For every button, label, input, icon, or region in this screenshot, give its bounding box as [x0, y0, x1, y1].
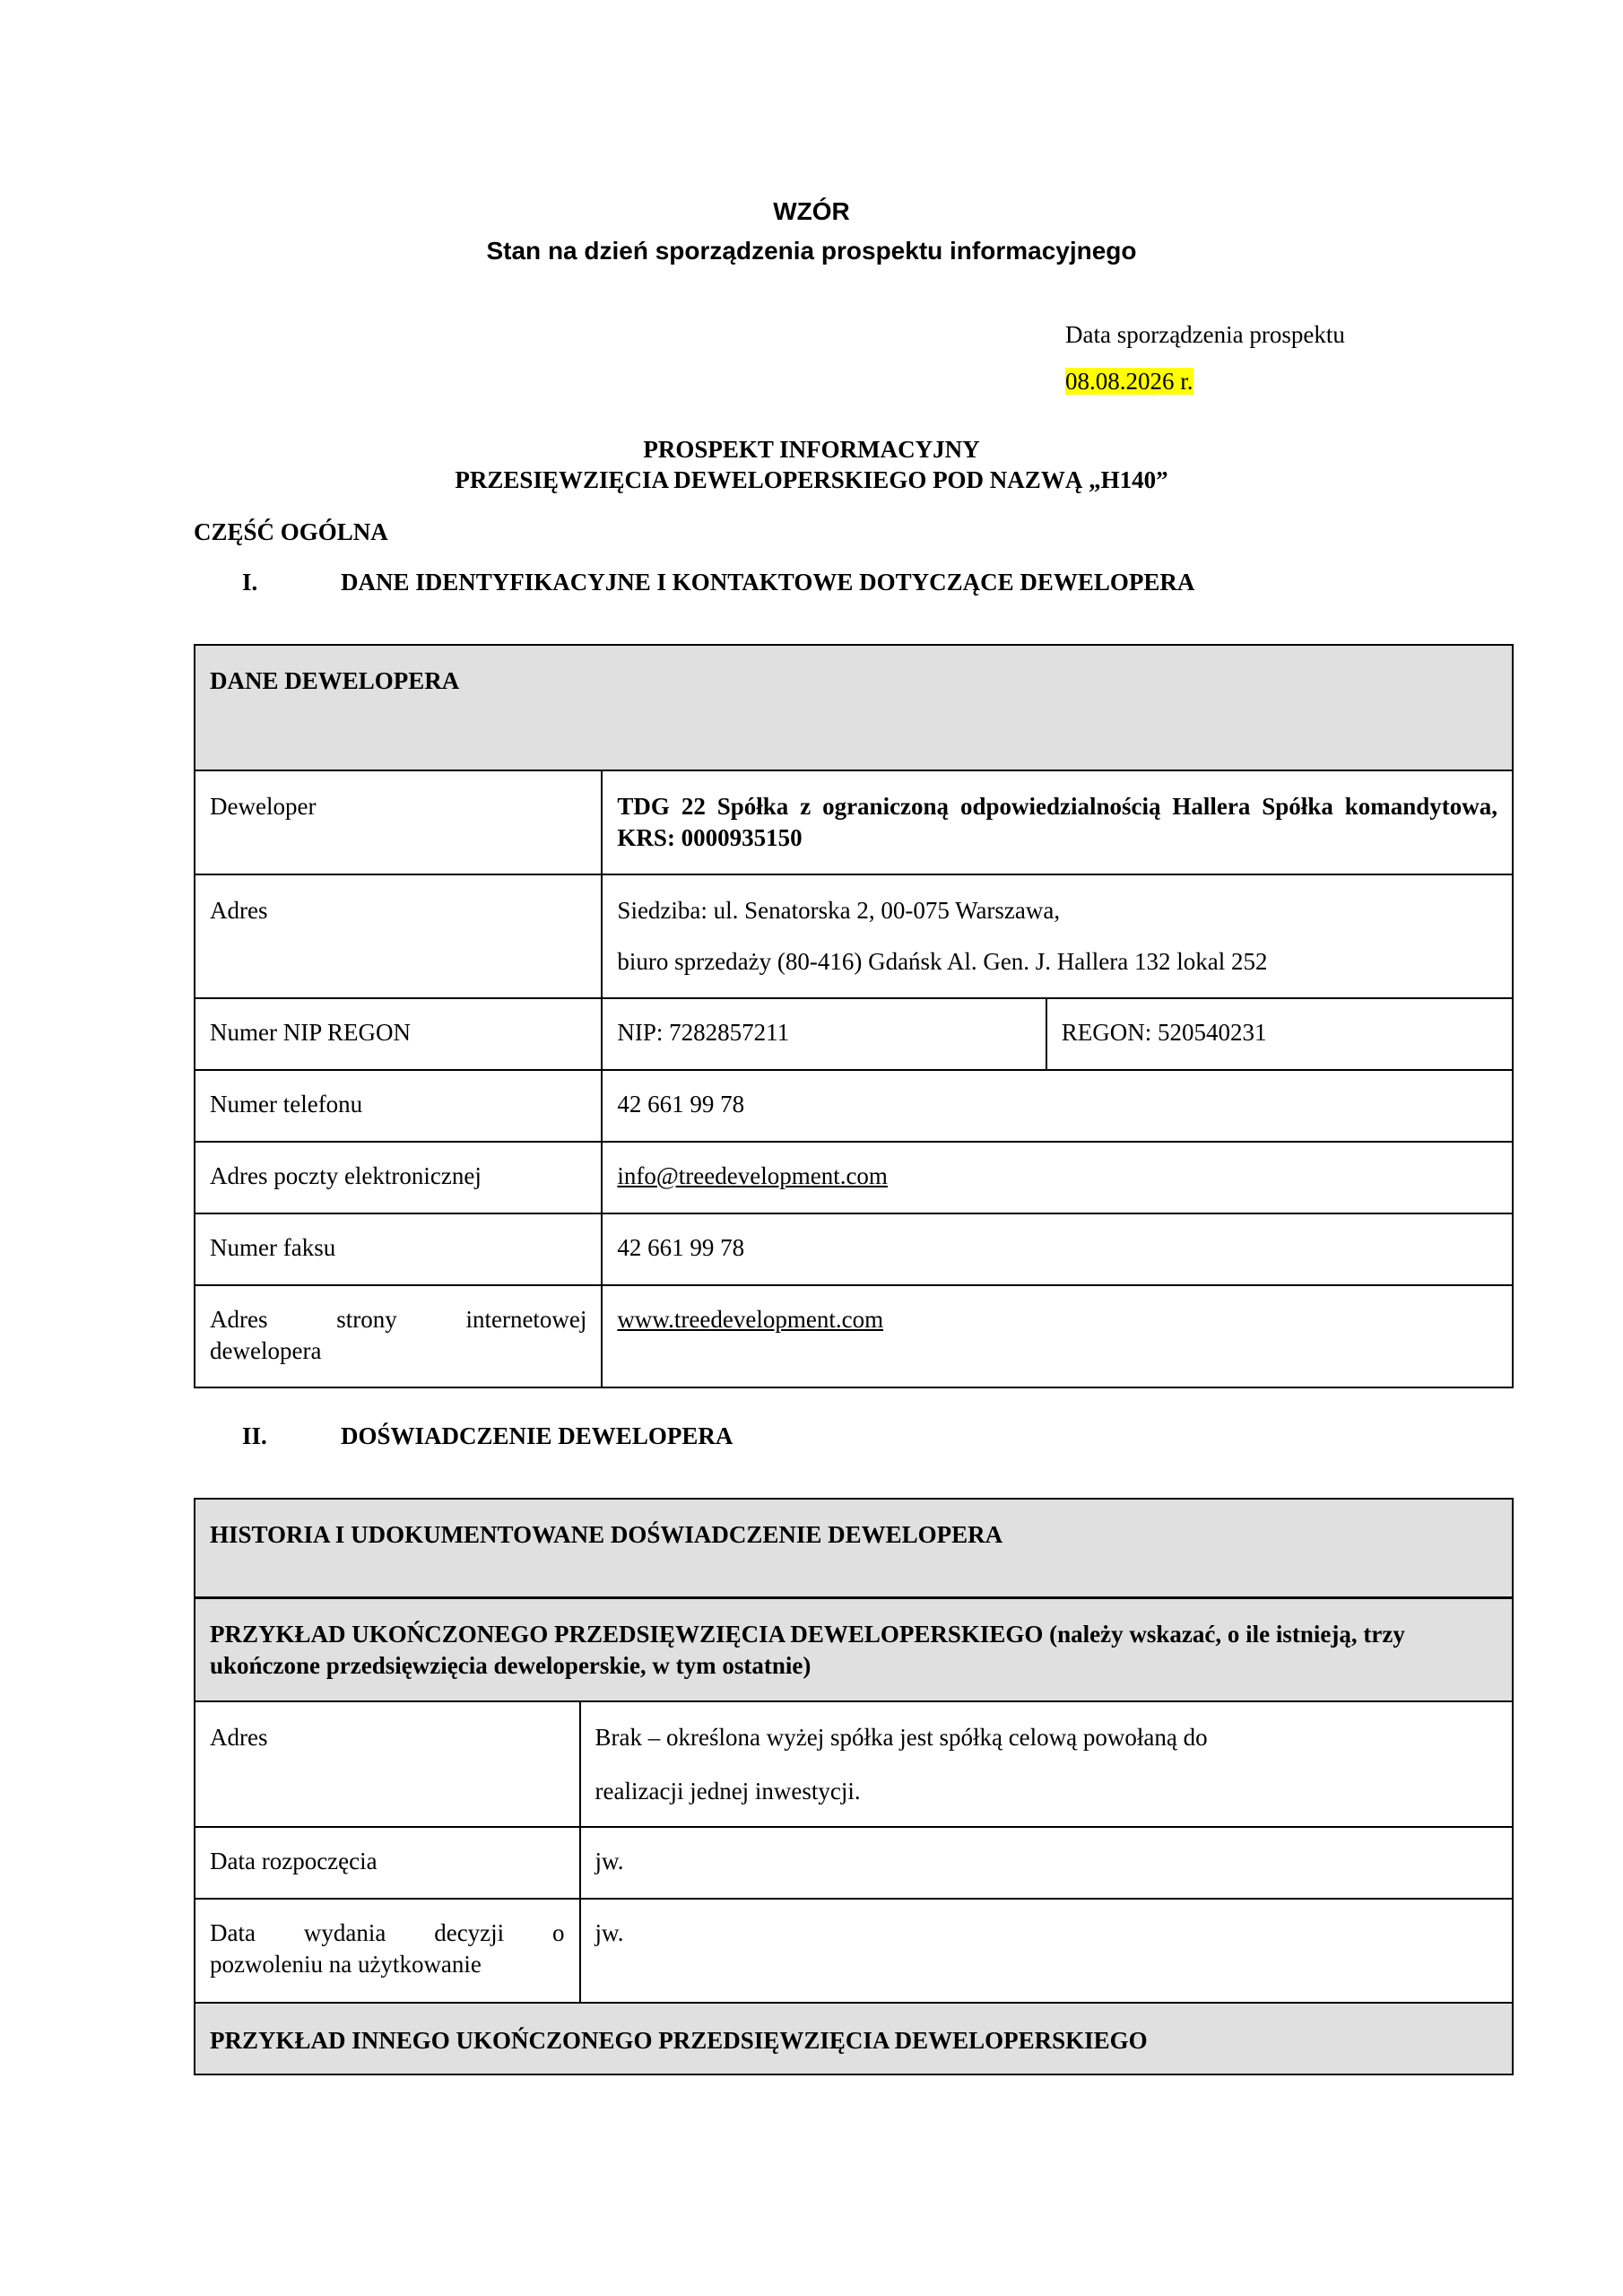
example-address-value — [580, 1701, 1513, 1827]
document-title-line1: PROSPEKT INFORMACYJNY — [643, 436, 980, 463]
nip-value: NIP: 7282857211 — [602, 998, 1046, 1070]
table-row — [195, 1899, 1513, 2003]
table-row — [195, 1142, 1513, 1213]
developer-label: Deweloper — [195, 770, 602, 874]
website-label — [195, 1285, 602, 1387]
document-title-line2: PRZESIĘWZIĘCIA DEWELOPERSKIEGO POD NAZWĄ „H140” — [455, 466, 1168, 493]
example-address-line1: Brak – określona wyżej spółka jest spółką celową powołaną do — [595, 1724, 1208, 1751]
permit-label-line2: pozwoleniu na użytkowanie — [210, 1951, 482, 1978]
fax-value: 42 661 99 78 — [602, 1213, 1513, 1285]
website-link[interactable]: www.treedevelopment.com — [617, 1306, 884, 1333]
phone-value: 42 661 99 78 — [602, 1070, 1513, 1142]
date-label: Data sporządzenia prospektu — [1065, 321, 1345, 348]
table-row — [195, 1597, 1513, 1701]
address-line1: Siedziba: ul. Senatorska 2, 00-075 Warszawa, — [617, 897, 1061, 924]
nip-regon-label: Numer NIP REGON — [195, 998, 602, 1070]
section2-number: II. — [242, 1422, 267, 1449]
example-header: PRZYKŁAD UKOŃCZONEGO PRZEDSIĘWZIĘCIA DEWELOPERSKIEGO (należy wskazać, o ile istnieją, trzy ukończone przedsięwzięcia deweloperskie, w tym ostatnie) — [195, 1597, 1513, 1701]
phone-label: Numer telefonu — [195, 1070, 602, 1142]
developer-data-header: DANE DEWELOPERA — [195, 645, 1513, 770]
table-row — [195, 645, 1513, 770]
part-heading: CZĘŚĆ OGÓLNA — [194, 518, 388, 545]
start-date-label: Data rozpoczęcia — [195, 1827, 580, 1899]
fax-label: Numer faksu — [195, 1213, 602, 1285]
email-link[interactable]: info@treedevelopment.com — [617, 1162, 888, 1189]
developer-data-table — [194, 644, 1514, 1388]
regon-value: REGON: 520540231 — [1046, 998, 1513, 1070]
start-date-value: jw. — [580, 1827, 1513, 1899]
table-row — [195, 874, 1513, 998]
table-row — [195, 1285, 1513, 1387]
wzor-label: WZÓR — [773, 197, 850, 225]
section1-title: DANE IDENTYFIKACYJNE I KONTAKTOWE DOTYCZĄCE DEWELOPERA — [341, 569, 1195, 596]
table-row — [195, 1070, 1513, 1142]
permit-date-value: jw. — [580, 1899, 1513, 2003]
section1-number: I. — [242, 569, 258, 596]
email-cell — [602, 1142, 1513, 1213]
section2-title: DOŚWIADCZENIE DEWELOPERA — [341, 1422, 733, 1449]
website-label-line2: dewelopera — [210, 1337, 322, 1364]
table-row — [195, 1213, 1513, 1285]
permit-date-label — [195, 1899, 580, 2003]
address-label: Adres — [195, 874, 602, 998]
date-value: 08.08.2026 r. — [1065, 368, 1193, 395]
history-header: HISTORIA I UDOKUMENTOWANE DOŚWIADCZENIE DEWELOPERA — [195, 1499, 1513, 1597]
status-subtitle: Stan na dzień sporządzenia prospektu informacyjnego — [486, 237, 1137, 265]
email-label: Adres poczty elektronicznej — [195, 1142, 602, 1213]
example-address-line2: realizacji jednej inwestycji. — [595, 1778, 861, 1805]
address-line2: biuro sprzedaży (80-416) Gdańsk Al. Gen. J. Hallera 132 lokal 252 — [617, 948, 1268, 975]
table-row — [195, 1827, 1513, 1899]
table-row — [195, 2003, 1513, 2074]
table-row — [195, 1499, 1513, 1597]
other-example-header: PRZYKŁAD INNEGO UKOŃCZONEGO PRZEDSIĘWZIĘCIA DEWELOPERSKIEGO — [195, 2003, 1513, 2074]
table-row — [195, 998, 1513, 1070]
developer-value: TDG 22 Spółka z ograniczoną odpowiedzialnością Hallera Spółka komandytowa, KRS: 0000935150 — [602, 770, 1513, 874]
developer-experience-table — [194, 1498, 1514, 2075]
permit-label-line1: Data wydania decyzji o — [210, 1919, 565, 1946]
table-row — [195, 770, 1513, 874]
example-address-label: Adres — [195, 1701, 580, 1827]
website-label-line1: Adres strony internetowej — [210, 1306, 587, 1333]
website-cell — [602, 1285, 1513, 1387]
address-value — [602, 874, 1513, 998]
table-row — [195, 1701, 1513, 1827]
